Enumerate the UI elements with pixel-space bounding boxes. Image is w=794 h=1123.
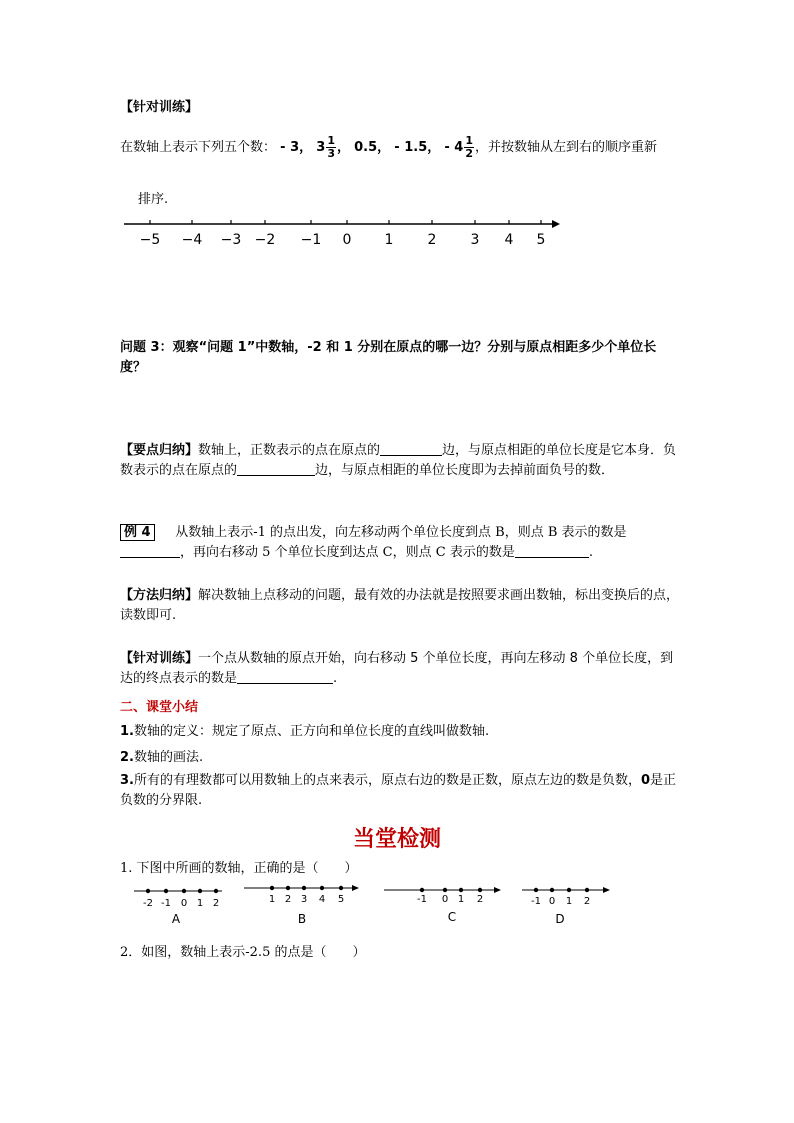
opt-a-point-4 — [214, 889, 218, 893]
task-prefix: 在数轴上表示下列五个数： — [120, 140, 277, 155]
option-d-letter: D — [555, 912, 565, 926]
key-summary-text3: 边，与原点相距的单位长度即为去掉前面负号的数． — [315, 463, 615, 478]
training-2-text2: . — [333, 671, 338, 686]
answer-blank-1[interactable] — [380, 441, 442, 456]
question-3-label: 问题 3 — [120, 340, 160, 355]
number-1: - 3， — [280, 140, 313, 155]
key-summary-text2: 边，与原点相距的单位长度是它本身．负数表示的点在原点的 — [120, 443, 677, 478]
tick-label-3: −2 — [254, 232, 276, 248]
tick-label-4: −1 — [300, 232, 322, 248]
task-suffix: ，并按数轴从左到右的顺序重新 — [475, 140, 658, 155]
training-2-text1: 一个点从数轴的原点开始，向右移动 5 个单位长度，再向左移动 8 个单位长度，到达的终点表示的数是 — [120, 651, 674, 686]
opt-a-point-2 — [182, 889, 186, 893]
option-b-letter: B — [297, 912, 307, 926]
opt-d-label-0: -1 — [531, 896, 541, 907]
tick-label-10: 5 — [536, 232, 546, 248]
training-2 — [120, 649, 680, 689]
option-c-arrow — [494, 887, 501, 893]
tick-label-0: −5 — [139, 232, 161, 248]
item-1-text: 数轴的定义：规定了原点、正方向和单位长度的直线叫做数轴. — [133, 724, 490, 739]
task-continuation: 排序. — [138, 192, 169, 207]
test-question-2: 2．如图，数轴上表示-2.5 的点是（ ） — [120, 945, 366, 960]
training-heading: 【针对训练】 — [120, 100, 199, 115]
class-summary-heading: 二、课堂小结 — [120, 700, 199, 715]
number-2-whole: 3 — [316, 140, 326, 155]
answer-blank-c[interactable] — [515, 543, 589, 558]
tick-label-2: −3 — [220, 232, 242, 248]
opt-b-point-4 — [339, 886, 343, 890]
answer-blank-endpoint[interactable] — [237, 669, 333, 684]
opt-b-point-2 — [302, 886, 306, 890]
opt-b-point-0 — [270, 886, 274, 890]
item-3-number: 3. — [120, 773, 134, 788]
opt-a-point-1 — [164, 889, 168, 893]
option-c-letter: C — [447, 910, 457, 924]
item-2-text: 数轴的画法. — [133, 750, 204, 765]
opt-d-label-1: 0 — [548, 896, 556, 907]
opt-b-label-0: 1 — [268, 894, 276, 905]
number-2-sep: ， — [336, 140, 350, 155]
opt-b-label-1: 2 — [284, 894, 292, 905]
tick-label-9: 4 — [504, 232, 514, 248]
tick-label-1: −4 — [181, 232, 203, 248]
training-task — [120, 130, 657, 166]
opt-c-point-2 — [459, 888, 463, 892]
opt-b-label-4: 5 — [337, 894, 345, 905]
axis-arrow — [552, 220, 560, 228]
opt-b-point-3 — [320, 886, 324, 890]
tick-label-6: 1 — [384, 232, 394, 248]
option-c-number-line[interactable] — [380, 880, 505, 926]
item-3-zero: 0 — [641, 773, 651, 788]
opt-d-point-1 — [550, 888, 554, 892]
opt-c-label-2: 1 — [457, 894, 465, 905]
opt-c-point-0 — [420, 888, 424, 892]
method-summary — [120, 586, 680, 626]
number-3: 0.5， — [354, 140, 391, 155]
opt-c-point-1 — [443, 888, 447, 892]
key-summary — [120, 441, 680, 481]
opt-b-label-3: 4 — [318, 894, 326, 905]
opt-b-point-1 — [286, 886, 290, 890]
number-4: - 1.5， — [394, 140, 441, 155]
opt-d-point-3 — [585, 888, 589, 892]
example-4-label: 例 4 — [120, 524, 155, 541]
opt-a-point-0 — [146, 889, 150, 893]
opt-a-label-2: 0 — [180, 898, 188, 909]
example-4-text1: 从数轴上表示-1 的点出发，向左移动两个单位长度到点 B，则点 B 表示的数是 — [175, 525, 627, 540]
example-4-text3: . — [588, 545, 593, 560]
item-3-end: 是正负数的分界限. — [120, 773, 677, 808]
option-a-number-line[interactable] — [130, 880, 230, 926]
option-b-arrow — [352, 885, 359, 891]
opt-d-point-0 — [534, 888, 538, 892]
tick-label-8: 3 — [470, 232, 480, 248]
opt-c-point-3 — [478, 888, 482, 892]
opt-b-label-2: 3 — [300, 894, 308, 905]
answer-blank-2[interactable] — [237, 461, 315, 476]
training-2-label: 【针对训练】 — [120, 651, 199, 666]
opt-a-label-4: 2 — [212, 898, 220, 909]
fraction-1-3: $\frac{1}{3}$ — [327, 134, 335, 160]
key-summary-text1: 数轴上，正数表示的点在原点的 — [198, 443, 381, 458]
key-summary-label: 【要点归纳】 — [120, 443, 199, 458]
opt-d-point-2 — [567, 888, 571, 892]
question-3 — [120, 338, 680, 378]
question-3-text: ：观察“问题 1”中数轴，-2 和 1 分别在原点的哪一边？分别与原点相距多少个单位长度？ — [120, 340, 657, 375]
tick-label-7: 2 — [427, 232, 437, 248]
option-a-letter: A — [171, 912, 181, 926]
opt-c-label-0: -1 — [417, 894, 427, 905]
class-summary-item-1 — [120, 720, 489, 739]
class-summary-item-3 — [120, 771, 680, 811]
opt-a-label-1: -1 — [161, 898, 171, 909]
item-1-number: 1. — [120, 724, 134, 739]
number-5-whole: - 4 — [444, 140, 464, 155]
opt-d-label-2: 1 — [565, 896, 573, 907]
class-summary-item-2 — [120, 746, 203, 765]
tick-label-5: 0 — [342, 232, 352, 248]
item-3-text: 所有的有理数都可以用数轴上的点来表示，原点右边的数是正数，原点左边的数是负数， — [133, 773, 641, 788]
opt-a-label-3: 1 — [196, 898, 204, 909]
test-title: 当堂检测 — [352, 827, 441, 852]
opt-c-label-3: 2 — [476, 894, 484, 905]
option-d-arrow — [603, 887, 610, 893]
fraction-1-2: $\frac{1}{2}$ — [465, 134, 474, 160]
opt-a-label-0: -2 — [143, 898, 153, 909]
answer-blank-b[interactable] — [120, 543, 180, 558]
opt-c-label-1: 0 — [441, 894, 449, 905]
method-summary-text: 解决数轴上点移动的问题，最有效的办法就是按照要求画出数轴，标出变换后的点，读数即可. — [120, 588, 680, 623]
example-4 — [120, 523, 680, 563]
item-2-number: 2. — [120, 750, 134, 765]
test-question-1: 1. 下图中所画的数轴，正确的是（ ） — [120, 861, 358, 876]
opt-a-point-3 — [198, 889, 202, 893]
opt-d-label-3: 2 — [583, 896, 591, 907]
option-d-number-line[interactable] — [518, 880, 618, 926]
method-summary-label: 【方法归纳】 — [120, 588, 199, 603]
example-4-text2: ，再向右移动 5 个单位长度到达点 C，则点 C 表示的数是 — [180, 545, 515, 560]
option-b-number-line[interactable] — [240, 880, 365, 926]
main-number-line — [118, 214, 563, 250]
